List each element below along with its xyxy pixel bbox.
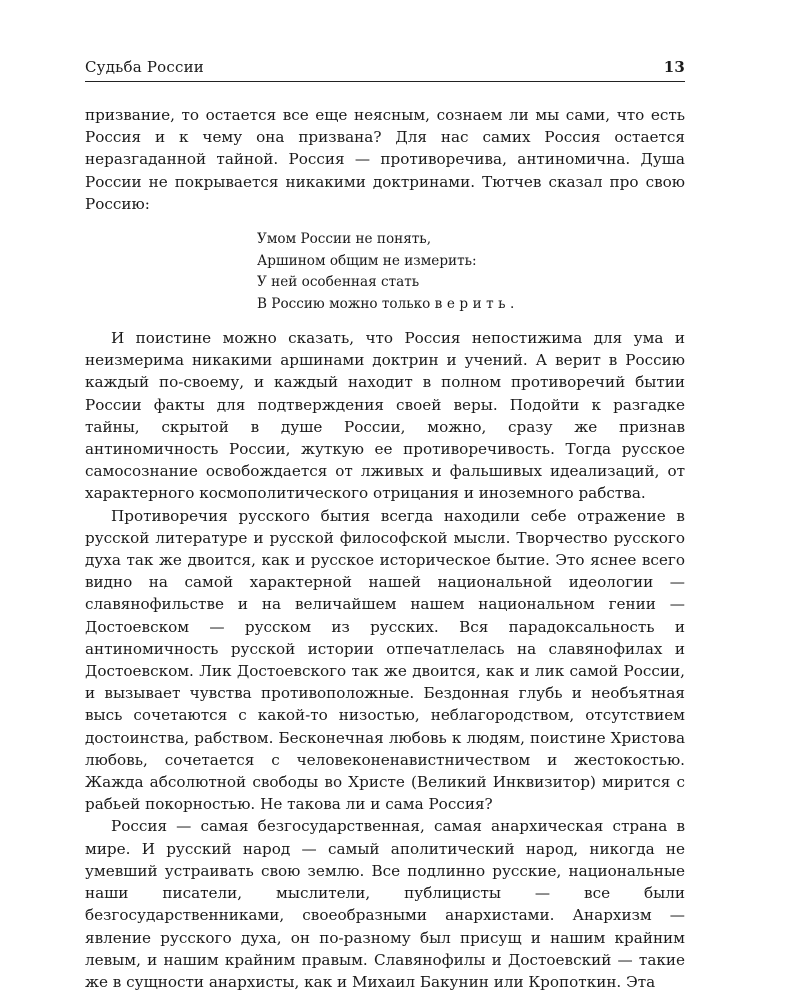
running-header	[85, 58, 685, 82]
paragraph-4: Россия — самая безгосударственная, самая анархическая страна в мире. И русский народ — самый аполитический народ, никогда не умевший устраивать свою землю. Все подлинно русские, национальные наши писатели, мыслители, публицисты — все были безгосударственниками, своеобразными анархистами. Анархизм — явление русского духа, он по-разному был присущ и нашим крайним левым, и нашим крайним правым. Славянофилы и Достоевский — такие же в сущности анархисты, как и Михаил Бакунин или Кропоткин. Эта	[85, 817, 685, 991]
running-title: Судьба России	[85, 58, 204, 76]
page-body	[85, 104, 685, 993]
paragraph-1: призвание, то остается все еще неясным, сознаем ли мы сами, что есть Россия и к чему она призвана? Для нас самих Россия остается неразгаданной тайной. Россия — противоречива, антиномична. Душа России не покрывается никакими доктринами. Тютчев сказал про свою Россию:	[85, 106, 685, 213]
poem-line-4-start: В Россию можно только	[257, 295, 431, 312]
poem-line-1: Умом России не понять,	[257, 231, 432, 248]
page-number: 13	[663, 58, 685, 76]
poem-line-2: Аршином общим не измерить:	[257, 252, 477, 269]
poem-quote	[257, 229, 685, 315]
book-page	[85, 58, 685, 993]
poem-line-4	[257, 294, 685, 316]
paragraph-2: И поистине можно сказать, что Россия непостижима для ума и неизмерима никакими аршинами доктрин и учений. А верит в Россию каждый по-своему, и каждый находит в полном противоречий бытии России факты для подтверждения своей веры. Подойти к разгадке тайны, скрытой в душе России, можно, сразу же признав антиномичность России, жуткую ее противоречивость. Тогда русское самосознание освобождается от лживых и фальшивых идеализаций, от характерного космополитического отрицания и иноземного рабства.	[85, 329, 685, 503]
paragraph-3: Противоречия русского бытия всегда находили себе отражение в русской литературе и русской философской мысли. Творчество русского духа так же двоится, как и русское историческое бытие. Это яснее всего видно на самой характерной нашей национальной идеологии — славянофильстве и на величайшем нашем национальном гении — Достоевском — русском из русских. Вся парадоксальность и антиномичность русской истории отпечатлелась на славянофилах и Достоевском. Лик Достоевского так же двоится, как и лик самой России, и вызывает чувства противоположные. Бездонная глубь и необъятная высь сочетаются с какой-то низостью, неблагородством, отсутствием достоинства, рабством. Бесконечная любовь к людям, поистине Христова любовь, сочетается с человеконенавистничеством и жестокостью. Жажда абсолютной свободы во Христе (Великий Инквизитор) мирится с рабьей покорностью. Не такова ли и сама Россия?	[85, 506, 685, 814]
poem-line-4-emphasis: верить.	[434, 295, 519, 312]
poem-line-3: У ней особенная стать	[257, 274, 420, 291]
